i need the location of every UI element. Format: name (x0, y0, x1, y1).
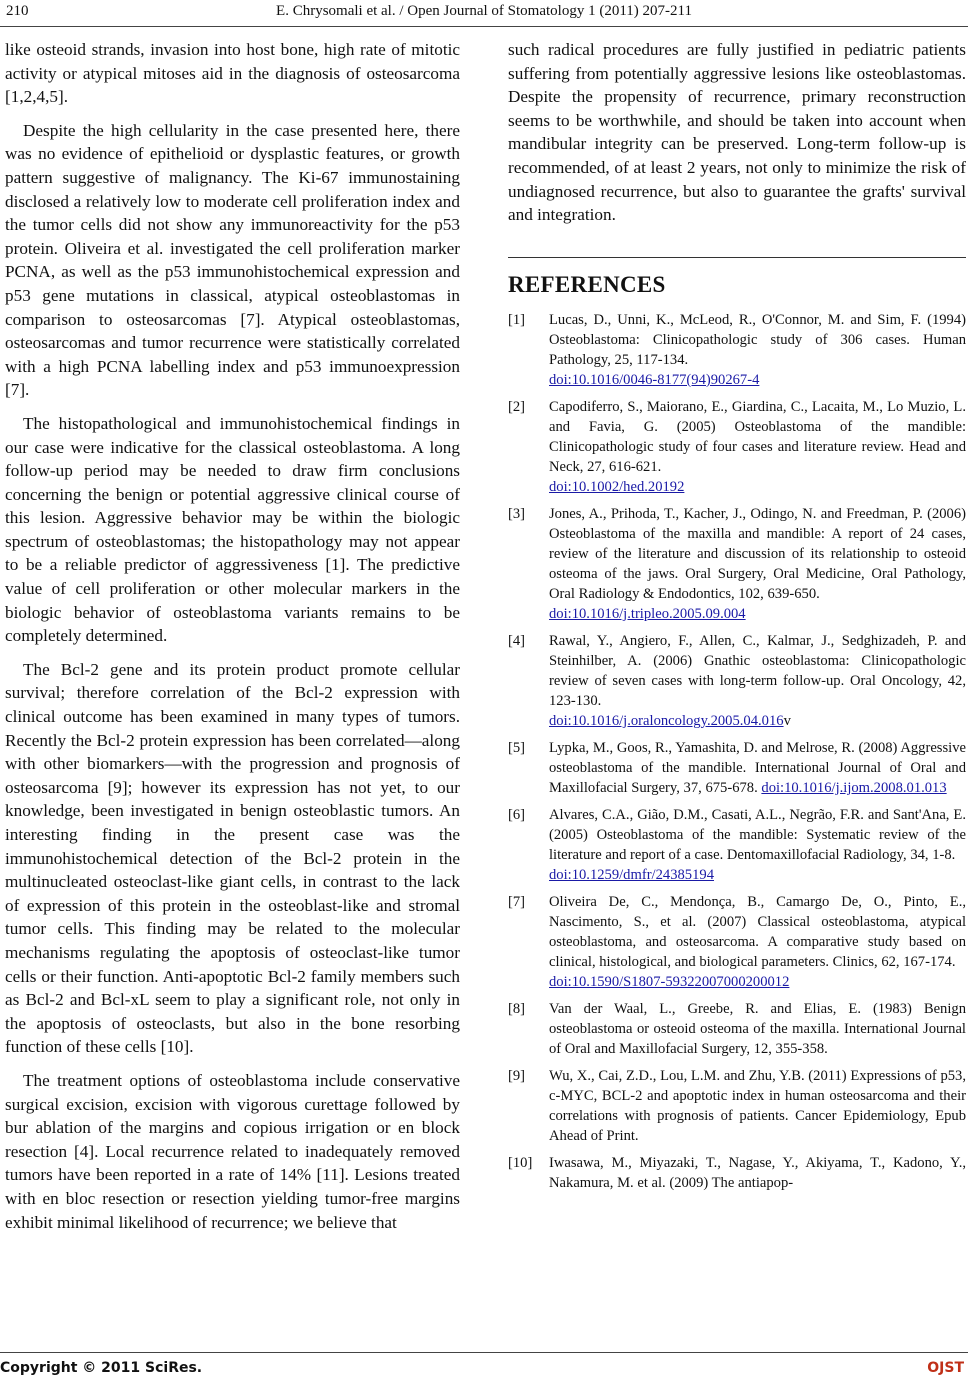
reference-number: [2] (508, 398, 526, 415)
right-column (508, 38, 966, 1200)
reference-text: Alvares, C.A., Gião, D.M., Casati, A.L., Negrão, F.R. and Sant'Ana, E. (2005) Osteoblastoma of the mandible: Systematic review of the literature and report of a case. Dentomaxillofacial Radiology, 34, 1-8. doi:10.1259/dmfr/24385194 (549, 806, 966, 883)
reference-text: Rawal, Y., Angiero, F., Allen, C., Kalmar, J., Sedghizadeh, P. and Steinhilber, A. (2006) Gnathic osteoblastoma: Clinicopathologic review of seven cases with long-term follow-up. Oral Oncology, 42, 123-130. doi:10.1016/j.oraloncology.2005.04.016v (549, 632, 966, 729)
reference-item (508, 631, 966, 731)
body-paragraph: such radical procedures are fully justified in pediatric patients suffering from potentially aggressive lesions like osteoblastomas. Despite the propensity of recurrence, primary reconstruction seems to be worthwhile, and should be taken into account when mandibular integrity can be preserved. Long-term follow-up is recommended, of at least 2 years, not only to minimize the risk of undiagnosed recurrence, but also to guarantee the grafts' survival and integration. (508, 40, 966, 225)
reference-item (508, 310, 966, 390)
footer-divider (0, 1352, 968, 1353)
reference-number: [9] (508, 1067, 526, 1084)
reference-number: [5] (508, 739, 526, 756)
reference-number: [6] (508, 806, 526, 823)
reference-text: Wu, X., Cai, Z.D., Lou, L.M. and Zhu, Y.B. (2011) Expressions of p53, c-MYC, BCL-2 and apoptotic index in human osteosarcoma and their correlations with prognosis of patients. Cancer Epidemiology, Epub Ahead of Print. (549, 1067, 966, 1144)
reference-item (508, 738, 966, 798)
reference-text: Iwasawa, M., Miyazaki, T., Nagase, Y., Akiyama, T., Kadono, Y., Nakamura, M. et al. (2009) The antiapop- (549, 1154, 966, 1191)
running-title: E. Chrysomali et al. / Open Journal of Stomatology 1 (2011) 207-211 (276, 3, 692, 19)
body-paragraph: like osteoid strands, invasion into host bone, high rate of mitotic activity or atypical mitoses aid in the diagnosis of osteosarcoma [1,2,4,5]. (5, 40, 460, 107)
reference-text: Van der Waal, L., Greebe, R. and Elias, E. (1983) Benign osteoblastoma or osteoid osteoma of the maxilla. International Journal of Oral and Maxillofacial Surgery, 12, 355-358. (549, 1000, 966, 1057)
reference-item (508, 892, 966, 992)
body-paragraph: The Bcl-2 gene and its protein product promote cellular survival; therefore correlation of the Bcl-2 expression with clinical outcome has been examined in many types of tumors. Recently the Bcl-2 protein expression has been correlated—along with other biomarkers—with the progression and prognosis of osteosarcoma [9]; however its expression has not yet, to our knowledge, been investigated in benign osteoblastic tumors. An interesting finding in the present case was the immunohistochemical detection of the Bcl-2 protein in the multinucleated osteoclast-like giant cells, in contrast to the lack of expression of this protein in the osteoblast-like and stromal tumor cells. This finding may be related to the molecular mechanisms regulating the apoptosis of osteoclast-like tumor cells or their function. Anti-apoptotic Bcl-2 family members such as Bcl-2 and Bcl-xL seem to play a significant role, not only in the apoptosis of osteoclasts, but also in the bone resorbing function of these cells [10]. (5, 659, 460, 1057)
body-paragraph: The histopathological and immunohistochemical findings in our case were indicative for the classical osteoblastoma. A long follow-up period may be needed to draw firm conclusions concerning the benign or potential aggressive clinical course of this lesion. Aggressive behavior may be within the biologic spectrum of osteoblastomas; the histopathology may not appear to be a reliable predictor of aggressiveness [1]. The predictive value of cell proliferation or other molecular markers in the biologic behavior of osteoblastoma variants remains to be completely determined. (5, 413, 460, 646)
footer-journal-abbrev: OJST (927, 1360, 964, 1376)
reference-item (508, 1066, 966, 1146)
references-heading: REFERENCES (508, 271, 666, 297)
reference-text: Jones, A., Prihoda, T., Kacher, J., Odingo, N. and Freedman, P. (2006) Osteoblastoma of the maxilla and mandible: A report of 24 cases, review of the literature and discussion of its relationship to osteoid osteoma of the jaws. Oral Surgery, Oral Medicine, Oral Pathology, Oral Radiology & Endodontics, 102, 639-650. doi:10.1016/j.tripleo.2005.09.004 (549, 505, 966, 622)
left-column (5, 38, 460, 1234)
page-number: 210 (6, 3, 29, 19)
doi-link[interactable]: doi:10.1259/dmfr/24385194 (549, 866, 714, 883)
reference-item (508, 504, 966, 624)
reference-item (508, 999, 966, 1059)
doi-link[interactable]: doi:10.1016/0046-8177(94)90267-4 (549, 371, 760, 388)
reference-item (508, 397, 966, 497)
doi-link[interactable]: doi:10.1016/j.ijom.2008.01.013 (761, 779, 947, 796)
reference-text: Oliveira De, C., Mendonça, B., Camargo De, O., Pinto, E., Nascimento, S., et al. (2007) Classical osteoblastoma, atypical osteoblastoma, and osteosarcoma. A comparative study based on clinical, histological, and biological parameters. Clinics, 62, 167-174. doi:10.1590/S1807-59322007000200012 (549, 893, 966, 990)
page-header (0, 0, 968, 27)
reference-text: Lypka, M., Goos, R., Yamashita, D. and Melrose, R. (2008) Aggressive osteoblastoma of the mandible. International Journal of Oral and Maxillofacial Surgery, 37, 675-678. doi:10.1016/j.ijom.2008.01.013 (549, 739, 966, 796)
doi-link[interactable]: doi:10.1002/hed.20192 (549, 478, 685, 495)
reference-text: Capodiferro, S., Maiorano, E., Giardina, C., Lacaita, M., Lo Muzio, L. and Favia, G. (2005) Osteoblastoma of the mandible: Clinicopathologic study of four cases and literature review. Head and Neck, 27, 616-621. doi:10.1002/hed.20192 (549, 398, 966, 495)
reference-number: [10] (508, 1154, 533, 1171)
reference-number: [3] (508, 505, 526, 522)
doi-link[interactable]: doi:10.1016/j.oraloncology.2005.04.016 (549, 712, 784, 729)
reference-number: [4] (508, 632, 526, 649)
section-divider (508, 257, 966, 258)
reference-text: Lucas, D., Unni, K., McLeod, R., O'Connor, M. and Sim, F. (1994) Osteoblastoma: Clinicopathologic study of 306 cases. Human Pathology, 25, 117-134. doi:10.1016/0046-8177(94)90267-4 (549, 311, 966, 388)
body-paragraph: The treatment options of osteoblastoma include conservative surgical excision, excision with vigorous curettage followed by bur ablation of the margins and copious irrigation or en block resection [4]. Local recurrence related to inadequately removed tumors have been reported in a rate of 14% [11]. Lesions treated with en bloc resection or resection yielding tumor-free margins exhibit minimal likelihood of recurrence; we believe that (5, 1070, 460, 1232)
reference-number: [8] (508, 1000, 526, 1017)
doi-link[interactable]: doi:10.1016/j.tripleo.2005.09.004 (549, 605, 746, 622)
footer-copyright: Copyright © 2011 SciRes. (0, 1360, 203, 1376)
body-paragraph: Despite the high cellularity in the case presented here, there was no evidence of epithelioid or dysplastic features, or growth pattern suggestive of malignancy. The Ki-67 immunostaining disclosed a relatively low to moderate cell proliferation index and the tumor cells did not show any immunoreactivity for the p53 protein. Oliveira et al. investigated the cell proliferation marker PCNA, as well as the p53 immunohistochemical expression and p53 gene mutations in classical, atypical osteoblastomas in comparison to osteosarcomas [7]. Atypical osteoblastomas, osteosarcomas and tumor recurrence were statistically correlated with a high PCNA labelling index and p53 immunoexpression [7]. (5, 120, 460, 400)
reference-number: [7] (508, 893, 526, 910)
doi-link[interactable]: doi:10.1590/S1807-59322007000200012 (549, 973, 790, 990)
reference-number: [1] (508, 311, 526, 328)
reference-item (508, 805, 966, 885)
reference-item (508, 1153, 966, 1193)
